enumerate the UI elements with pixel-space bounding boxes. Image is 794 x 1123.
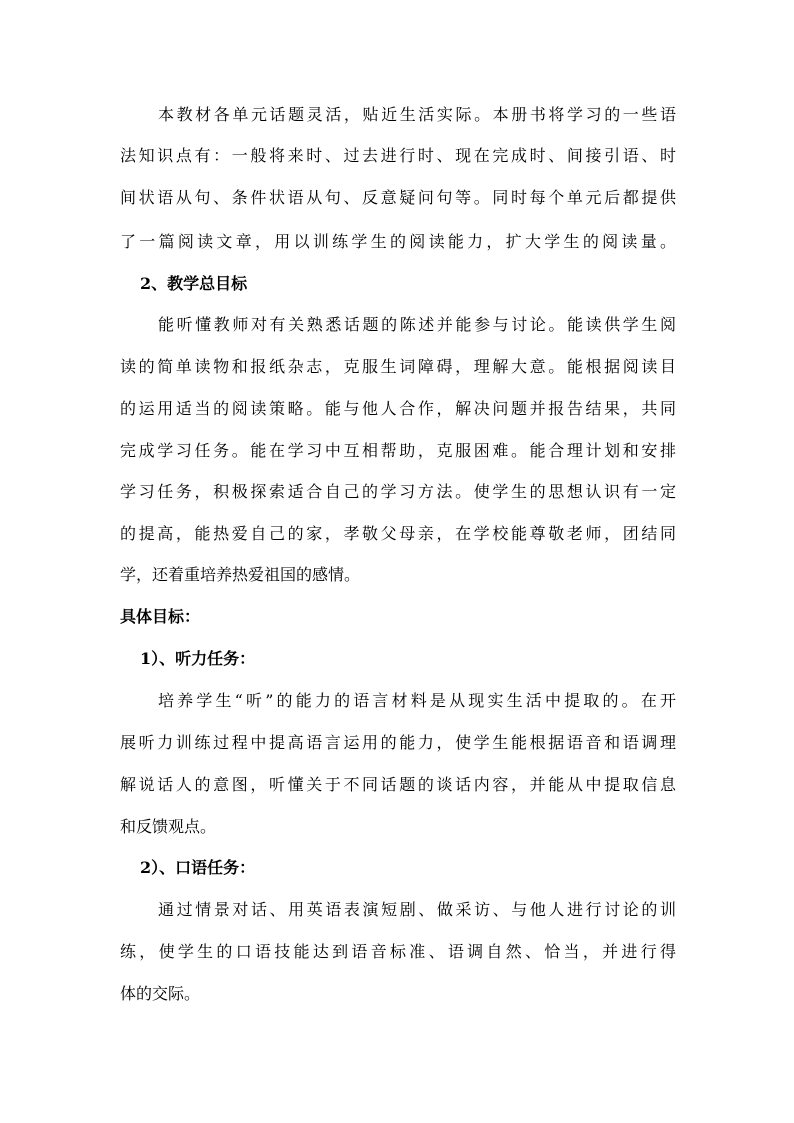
listening-title: 1）、听力任务： (140, 649, 256, 668)
intro-line-2: 法知识点有：一般将来时、过去进行时、现在完成时、间接引语、时 (120, 146, 676, 165)
goal-line-2: 读的简单读物和报纸杂志，克服生词障碍，理解大意。能根据阅读目 (120, 357, 676, 376)
speaking-line-1: 通过情景对话、用英语表演短剧、做采访、与他人进行讨论的训 (158, 900, 676, 919)
listening-line-2: 展听力训练过程中提高语言运用的能力，使学生能根据语音和语调理 (120, 733, 676, 752)
goal-line-7: 学，还着重培养热爱祖国的感情。 (120, 565, 361, 584)
listening-line-4: 和反馈观点。 (120, 817, 217, 836)
goal-line-3: 的运用适当的阅读策略。能与他人合作，解决问题并报告结果，共同 (120, 399, 676, 418)
intro-line-1: 本教材各单元话题灵活，贴近生活实际。本册书将学习的一些语 (158, 105, 676, 124)
speaking-title: 2）、口语任务： (140, 858, 256, 877)
goal-line-6: 的提高，能热爱自己的家，孝敬父母亲，在学校能尊敬老师，团结同 (120, 524, 676, 543)
section-goal-title: 2、教学总目标 (140, 274, 248, 293)
intro-line-4: 了一篇阅读文章，用以训练学生的阅读能力，扩大学生的阅读量。 (120, 232, 676, 251)
goal-line-4: 完成学习任务。能在学习中互相帮助，克服困难。能合理计划和安排 (120, 441, 676, 460)
goal-line-5: 学习任务，积极探索适合自己的学习方法。使学生的思想认识有一定 (120, 482, 676, 501)
speaking-line-2: 练，使学生的口语技能达到语音标准、语调自然、恰当，并进行得 (120, 942, 676, 961)
listening-line-3: 解说话人的意图，听懂关于不同话题的谈话内容，并能从中提取信息 (120, 775, 676, 794)
speaking-line-3: 体的交际。 (120, 984, 201, 1003)
goal-line-1: 能听懂教师对有关熟悉话题的陈述并能参与讨论。能读供学生阅 (158, 315, 676, 334)
intro-line-3: 间状语从句、条件状语从句、反意疑问句等。同时每个单元后都提供 (120, 188, 676, 207)
listening-line-1: 培养学生“听”的能力的语言材料是从现实生活中提取的。在开 (158, 691, 676, 710)
specific-goals-title: 具体目标： (120, 607, 201, 626)
